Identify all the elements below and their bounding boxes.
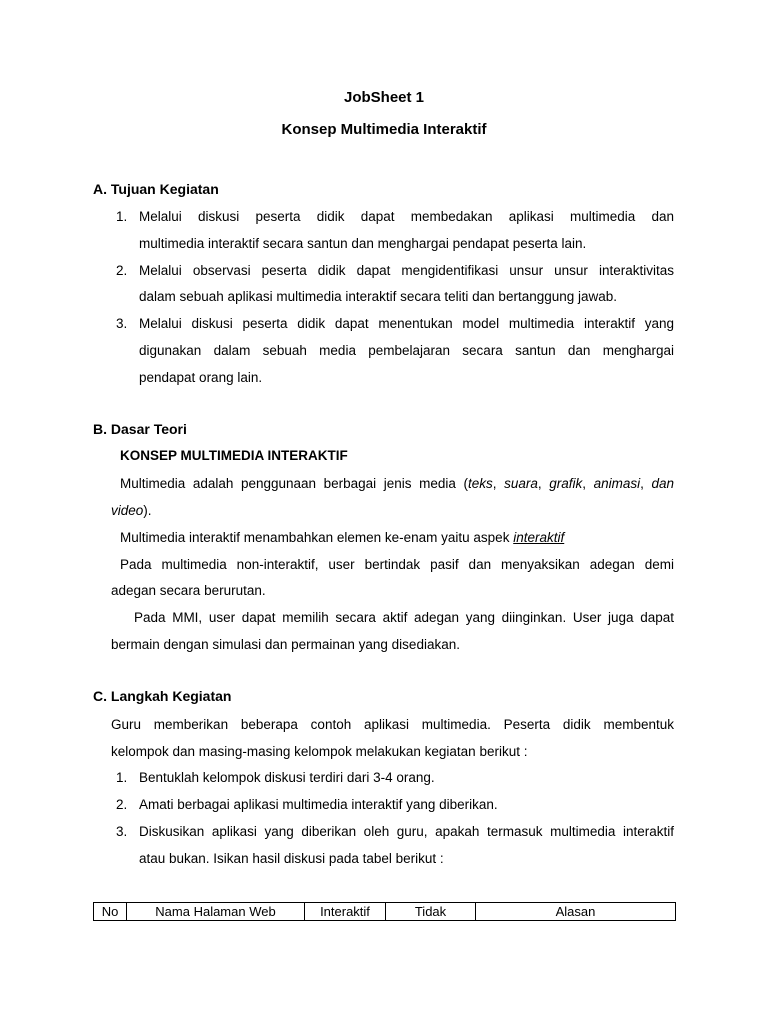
table-header-no: No [94, 903, 127, 921]
list-number: 3. [116, 316, 128, 331]
paragraph-intro-cont: kelompok dan masing-masing kelompok melakukan kegiatan berikut : [111, 744, 528, 759]
paragraph-multimedia-cont: video). [111, 503, 152, 518]
doc-title: JobSheet 1 [343, 89, 425, 106]
paragraph-multimedia: Multimedia adalah penggunaan berbagai jenis media (teks, suara, grafik, animasi, dan [120, 476, 674, 491]
paragraph-non-interaktif-cont: adegan secara berurutan. [111, 583, 266, 598]
list-number: 2. [116, 797, 128, 812]
table-header-nama: Nama Halaman Web [127, 903, 305, 921]
list-item-text: atau bukan. Isikan hasil diskusi pada tabel berikut : [139, 851, 444, 866]
interaktif-link[interactable]: interaktif [513, 530, 565, 545]
paragraph-interaktif: Multimedia interaktif menambahkan elemen ke-enam yaitu aspek interaktif [120, 530, 565, 545]
list-number: 1. [116, 209, 128, 224]
list-item-text: Melalui observasi peserta didik dapat mengidentifikasi unsur unsur interaktivitas [139, 263, 674, 278]
list-item-text: pendapat orang lain. [139, 370, 263, 385]
list-item-text: Melalui diskusi peserta didik dapat membedakan aplikasi multimedia dan [139, 209, 674, 224]
list-item-text: digunakan dalam sebuah media pembelajaran secara santun dan menghargai [139, 343, 674, 358]
section-b-heading: B. Dasar Teori [93, 421, 187, 437]
list-number: 3. [116, 824, 128, 839]
table-header-interaktif: Interaktif [305, 903, 386, 921]
table-header-alasan: Alasan [476, 903, 676, 921]
result-table [93, 902, 675, 921]
list-number: 2. [116, 263, 128, 278]
section-a-heading: A. Tujuan Kegiatan [93, 181, 219, 197]
table-header-row [94, 903, 676, 921]
list-number: 1. [116, 770, 128, 785]
paragraph-non-interaktif: Pada multimedia non-interaktif, user bertindak pasif dan menyaksikan adegan demi [120, 557, 674, 572]
list-item-text: multimedia interaktif secara santun dan menghargai pendapat peserta lain. [139, 236, 587, 251]
list-item-text: Bentuklah kelompok diskusi terdiri dari 3-4 orang. [139, 770, 435, 785]
list-item-text: Amati berbagai aplikasi multimedia interaktif yang diberikan. [139, 797, 498, 812]
list-item-text: Melalui diskusi peserta didik dapat menentukan model multimedia interaktif yang [139, 316, 674, 331]
section-b-subheading: KONSEP MULTIMEDIA INTERAKTIF [120, 448, 348, 463]
paragraph-mmi: Pada MMI, user dapat memilih secara aktif adegan yang diinginkan. User juga dapat [134, 610, 674, 625]
list-item-text: dalam sebuah aplikasi multimedia interaktif secara teliti dan bertanggung jawab. [139, 289, 618, 304]
paragraph-intro: Guru memberikan beberapa contoh aplikasi multimedia. Peserta didik membentuk [111, 717, 674, 732]
paragraph-mmi-cont: bermain dengan simulasi dan permainan yang disediakan. [111, 637, 460, 652]
table-header-tidak: Tidak [386, 903, 476, 921]
doc-subtitle: Konsep Multimedia Interaktif [281, 121, 487, 138]
section-c-heading: C. Langkah Kegiatan [93, 688, 232, 704]
list-item-text: Diskusikan aplikasi yang diberikan oleh guru, apakah termasuk multimedia interaktif [139, 824, 674, 839]
